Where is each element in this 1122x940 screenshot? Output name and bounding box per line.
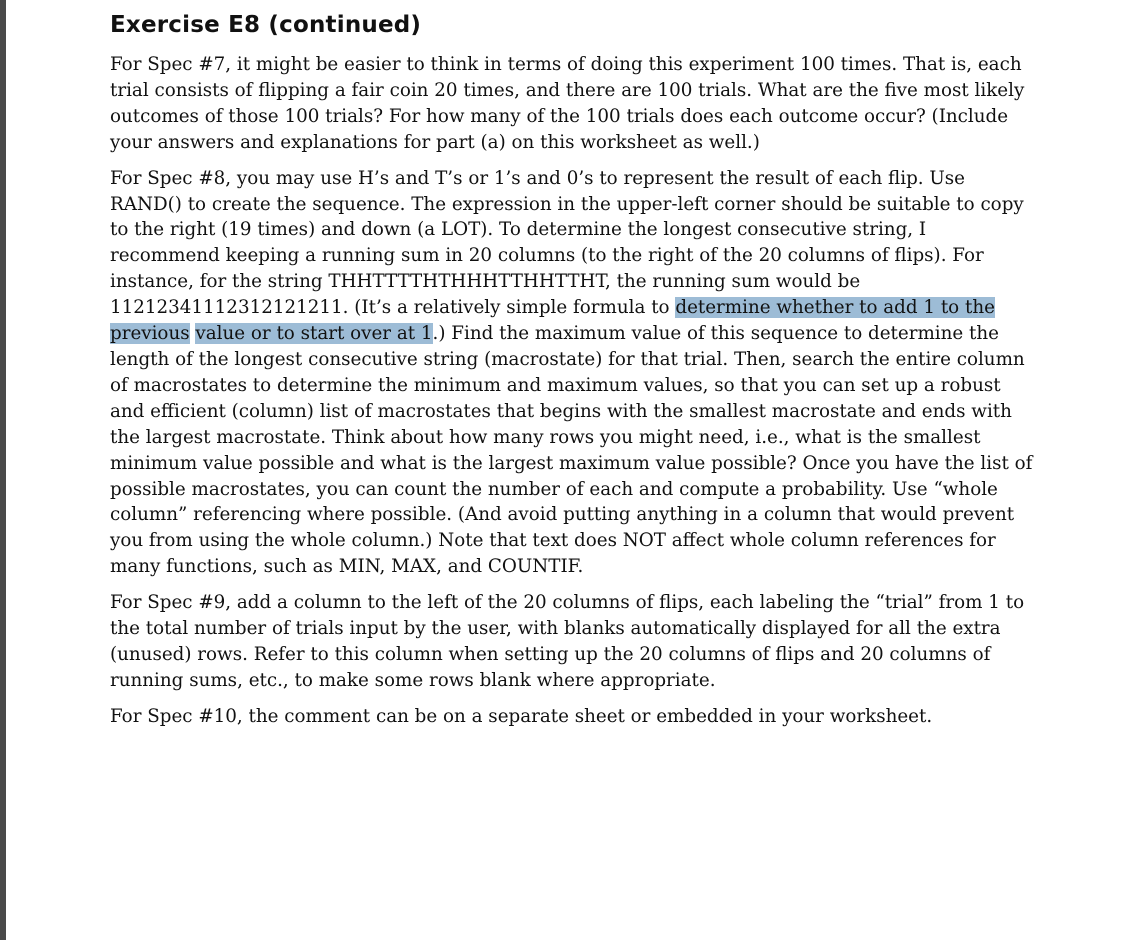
text-selection-highlight-1[interactable]: determine whether to add 1 to the previous — [110, 297, 995, 345]
spec-8-text-after: .) Find the maximum value of this sequence to determine the length of the longest consecutive string (macrostate) for that trial. Then, search the entire column of macrostates to determine the minimum and maximum values, so that you can set up a robust and efficient (column) list of macrostates that begins with the smallest macrostate and ends with the largest macrostate. Think about how many rows you might need, i.e., what is the smallest minimum value possible and what is the largest maximum value possible? Once you have the list of possible macrostates, you can count the number of each and compute a probability. Use “whole column” referencing where possible. (And avoid putting anything in a column that would prevent you from using the whole column.) Note that text does NOT affect whole column references for many functions, such as MIN, MAX, and COUNTIF. — [110, 323, 1033, 578]
exercise-title: Exercise E8 (continued) — [110, 12, 422, 38]
window-left-border — [0, 0, 6, 940]
spec-8-paragraph[interactable] — [110, 166, 1040, 581]
spec-10-paragraph[interactable]: For Spec #10, the comment can be on a separate sheet or embedded in your worksheet. — [110, 705, 933, 727]
spec-9-paragraph[interactable]: For Spec #9, add a column to the left of the 20 columns of flips, each labeling the “trial” from 1 to the total number of trials input by the user, with blanks automatically displayed for all the extra (unused) rows. Refer to this column when setting up the 20 columns of flips and 20 columns of running sums, etc., to make some rows blank where appropriate. — [110, 592, 1025, 691]
spec-7-paragraph[interactable]: For Spec #7, it might be easier to think in terms of doing this experiment 100 times. That is, each trial consists of flipping a fair coin 20 times, and there are 100 trials. What are the five most likely outcomes of those 100 trials? For how many of the 100 trials does each outcome occur? (Include your answers and explanations for part (a) on this worksheet as well.) — [110, 54, 1025, 153]
text-selection-highlight-2[interactable]: value or to start over at 1 — [195, 323, 433, 345]
document-page — [110, 12, 1040, 740]
spec-8-text-before: For Spec #8, you may use H’s and T’s or 1’s and 0’s to represent the result of each flip. Use RAND() to create the sequence. The expression in the upper-left corner should be suitable to copy to the right (19 times) and down (a LOT). To determine the longest consecutive string, I recommend keeping a running sum in 20 columns (to the right of the 20 columns of flips). For instance, for the string THHTTTTHTHHHTTHHTTHT, the running sum would be 11212341112312121211. (It’s a relatively simple formula to — [110, 167, 1024, 319]
